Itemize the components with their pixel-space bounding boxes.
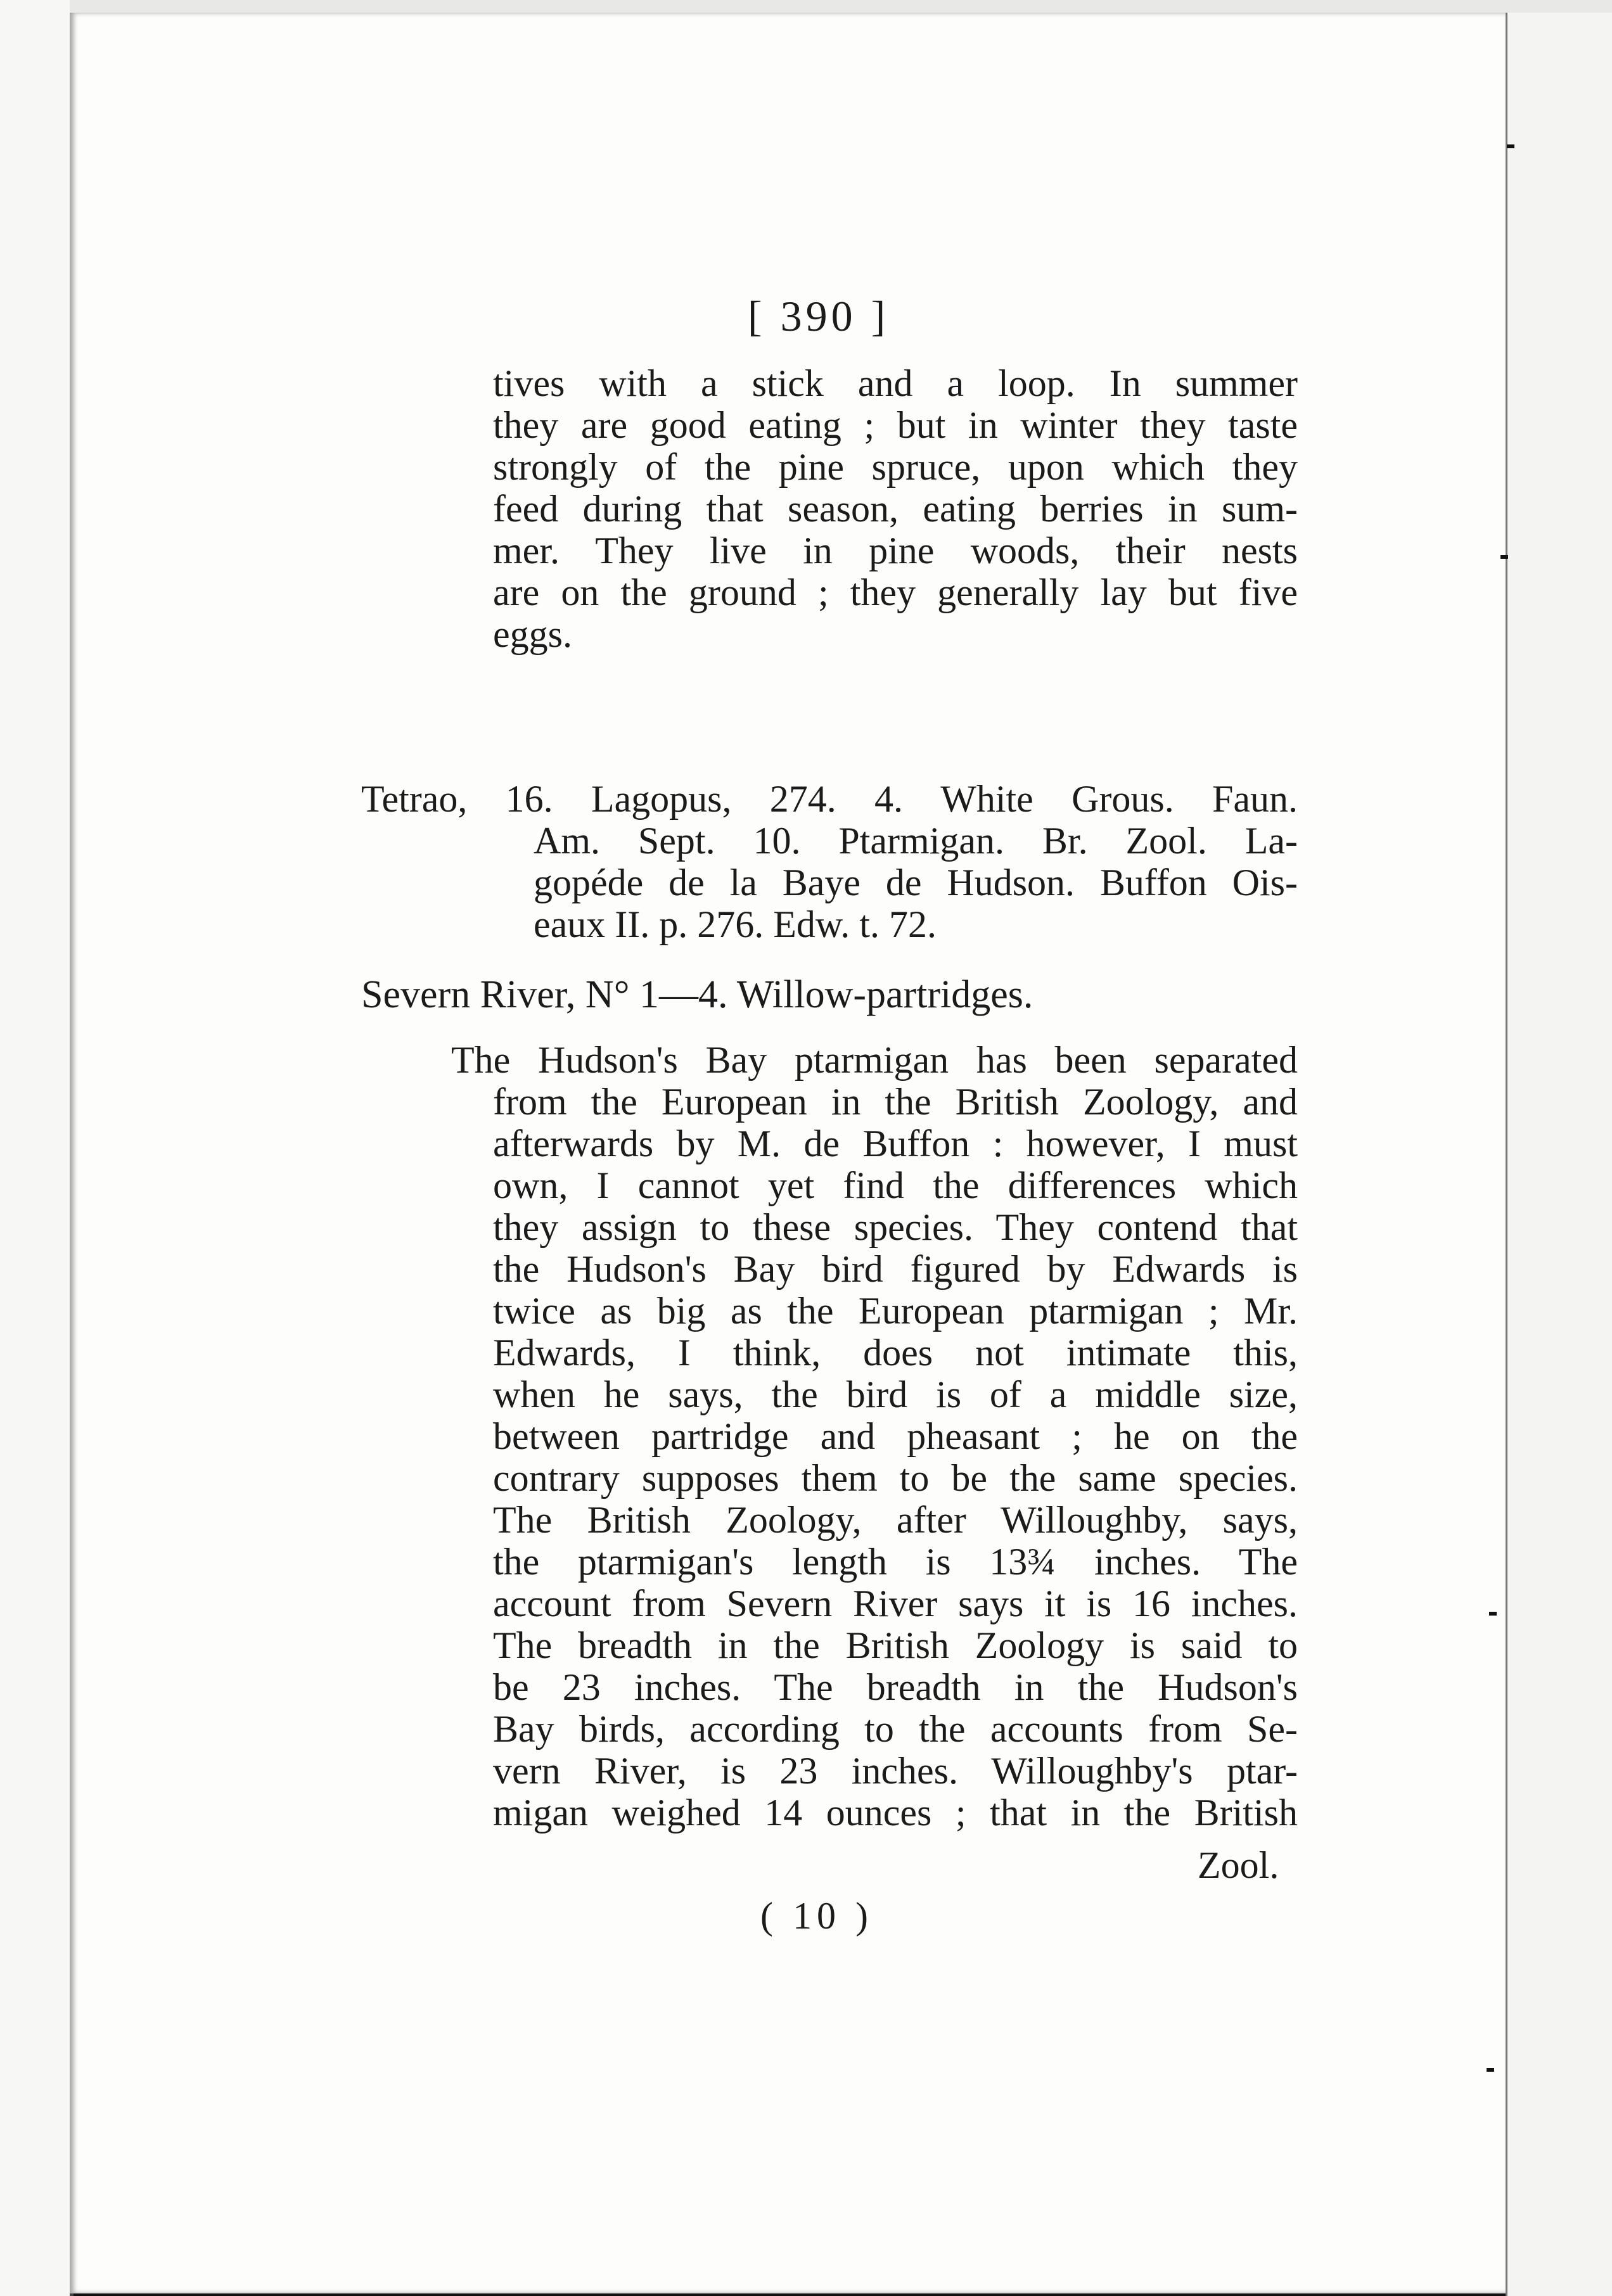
- text-line: they assign to these species. They contend that: [493, 1206, 1298, 1248]
- text-line: The Hudson's Bay ptarmigan has been separated: [451, 1039, 1298, 1081]
- facing-page-edge: [1506, 13, 1612, 2296]
- text-line: twice as big as the European ptarmigan ; Mr.: [493, 1290, 1298, 1332]
- text-line: the ptarmigan's length is 13¾ inches. The: [493, 1541, 1298, 1583]
- text-line: Bay birds, according to the accounts from Se-: [493, 1708, 1298, 1750]
- text-line: feed during that season, eating berries in sum-: [493, 488, 1298, 530]
- text-line: mer. They live in pine woods, their nests: [493, 530, 1298, 571]
- top-page-edge: [70, 0, 1612, 14]
- text-line: eggs.: [493, 613, 572, 655]
- text-line: The breadth in the British Zoology is said to: [493, 1624, 1298, 1666]
- reference-line: Am. Sept. 10. Ptarmigan. Br. Zool. La-: [534, 820, 1298, 862]
- text-line: account from Severn River says it is 16 inches.: [493, 1583, 1298, 1624]
- text-line: migan weighed 14 ounces ; that in the British: [493, 1792, 1298, 1834]
- signature-mark: ( 10 ): [760, 1895, 873, 1937]
- reference-line: Tetrao, 16. Lagopus, 274. 4. White Grous. Faun.: [361, 778, 1298, 820]
- text-line: are on the ground ; they generally lay but five: [493, 571, 1298, 613]
- text-line: from the European in the British Zoology, and: [493, 1081, 1298, 1123]
- text-line: The British Zoology, after Willoughby, says,: [493, 1499, 1298, 1541]
- text-line: vern River, is 23 inches. Willoughby's ptar-: [493, 1750, 1298, 1792]
- binding-edge: [0, 0, 74, 2296]
- subheading: Severn River, N° 1—4. Willow-partridges.: [361, 973, 1033, 1016]
- scan-mark: [1500, 555, 1508, 559]
- text-line: the Hudson's Bay bird figured by Edwards is: [493, 1248, 1298, 1290]
- text-line: between partridge and pheasant ; he on the: [493, 1415, 1298, 1457]
- text-line: they are good eating ; but in winter they taste: [493, 404, 1298, 446]
- page-number: [ 390 ]: [748, 292, 890, 340]
- reference-line: eaux II. p. 276. Edw. t. 72.: [534, 903, 937, 945]
- scan-mark: [1507, 144, 1514, 148]
- text-line: Edwards, I think, does not intimate this,: [493, 1332, 1298, 1374]
- text-line: be 23 inches. The breadth in the Hudson's: [493, 1666, 1298, 1708]
- paragraph-1: [493, 362, 1298, 655]
- scan-mark: [1489, 1612, 1497, 1616]
- text-line: contrary supposes them to be the same species.: [493, 1457, 1298, 1499]
- text-line: when he says, the bird is of a middle size,: [493, 1374, 1298, 1415]
- catchword: Zool.: [1198, 1844, 1279, 1886]
- text-line: afterwards by M. de Buffon : however, I must: [493, 1123, 1298, 1164]
- paragraph-2: [493, 1081, 1298, 1834]
- text-line: own, I cannot yet find the differences which: [493, 1164, 1298, 1206]
- reference-line: gopéde de la Baye de Hudson. Buffon Ois-: [534, 862, 1298, 903]
- text-line: strongly of the pine spruce, upon which they: [493, 446, 1298, 488]
- scan-mark: [1487, 2068, 1494, 2072]
- text-line: tives with a stick and a loop. In summer: [493, 362, 1298, 404]
